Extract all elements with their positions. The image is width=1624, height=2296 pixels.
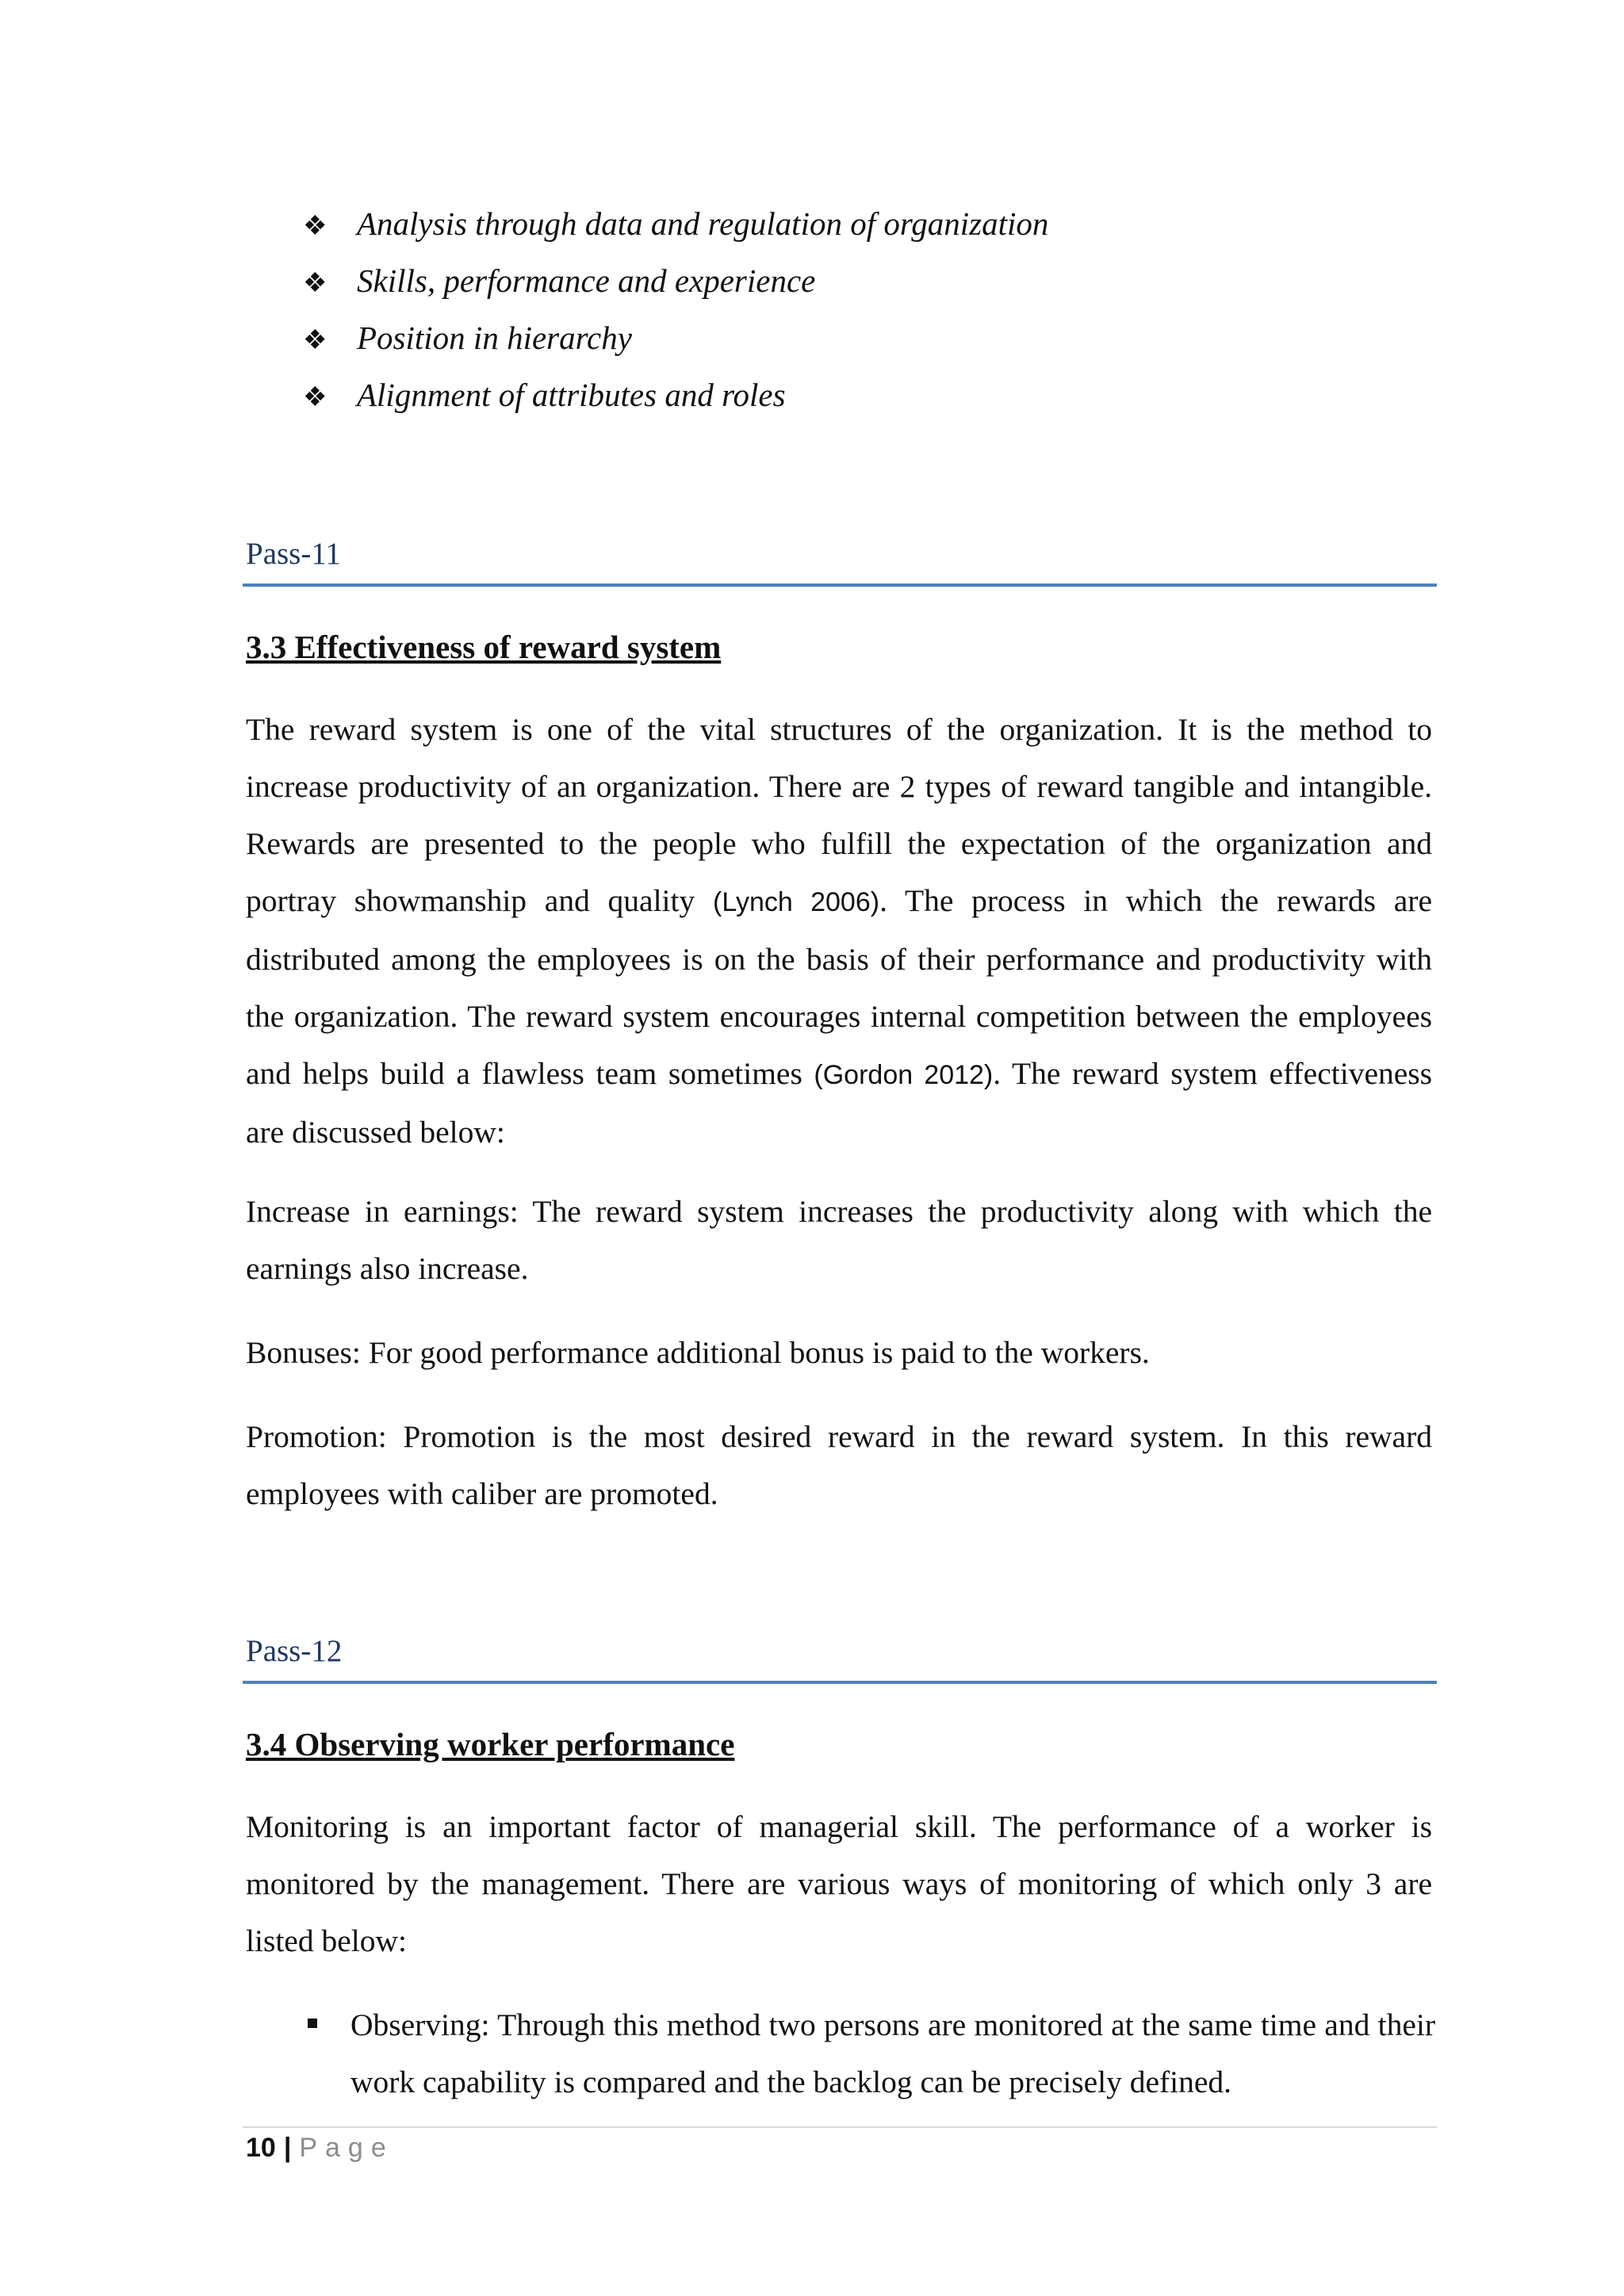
section-heading: 3.4 Observing worker performance (246, 1726, 735, 1762)
body-paragraph: Monitoring is an important factor of managerial skill. The performance of a worker is monitored by the management. There are various ways of monitoring of which only 3 are listed below: (246, 1809, 1432, 1958)
body-paragraph: Promotion: Promotion is the most desired reward in the reward system. In this reward employees with caliber are promoted. (246, 1419, 1432, 1511)
citation: (Lynch 2006) (713, 887, 880, 917)
body-paragraph (246, 701, 1432, 1161)
paragraph-text: . The reward system effectiveness are discussed below: (246, 1056, 1433, 1150)
section-divider (243, 1681, 1437, 1684)
list-item (303, 195, 1048, 252)
list-item-text: Observing: Through this method two persons are monitored at the same time and their work capability is compared and the backlog can be precisely defined. (350, 2007, 1435, 2099)
square-bullet-icon (303, 1996, 350, 2110)
diamond-bullet-list (303, 195, 1048, 423)
footer-separator: | (283, 2133, 292, 2163)
body-paragraph: Increase in earnings: The reward system increases the productivity along with which the earnings also increase. (246, 1194, 1432, 1286)
diamond-bullet-icon: ❖ (303, 326, 327, 355)
footer-divider (243, 2126, 1437, 2128)
paragraph-text: The reward system is one of the vital structures of the organization. It is the method to increase productivity of an organization. There are 2 types of reward tangible and intangible. Rewards are presented to the people who fulfill the expectation of the organization and portray showmanship and quality (246, 712, 1432, 918)
list-item (303, 366, 1048, 423)
pass-label: Pass-11 (246, 537, 341, 571)
list-item-text: Analysis through data and regulation of organization (357, 205, 1049, 242)
diamond-bullet-icon: ❖ (303, 212, 327, 241)
page-footer (246, 2133, 394, 2164)
section-heading: 3.3 Effectiveness of reward system (246, 629, 722, 665)
list-item-text: Alignment of attributes and roles (357, 377, 786, 413)
list-item (303, 309, 1048, 366)
page-word: Page (299, 2133, 394, 2163)
diamond-bullet-icon: ❖ (303, 269, 327, 298)
list-item (303, 252, 1048, 309)
list-item-text: Position in hierarchy (357, 320, 632, 356)
body-paragraph: Bonuses: For good performance additional bonus is paid to the workers. (246, 1335, 1150, 1370)
diamond-bullet-icon: ❖ (303, 383, 327, 412)
page-number: 10 (246, 2133, 276, 2163)
paragraph-text: . The process in which the rewards are distributed among the employees is on the basis of their performance and productivity with the organization. The reward system encourages internal competition between the employees and helps build a flawless team sometimes (246, 883, 1432, 1091)
section-divider (243, 584, 1437, 587)
square-bullet-list (303, 1996, 1435, 2110)
citation: (Gordon 2012) (814, 1060, 994, 1090)
list-item-text: Skills, performance and experience (357, 262, 816, 299)
pass-label: Pass-12 (246, 1634, 343, 1668)
